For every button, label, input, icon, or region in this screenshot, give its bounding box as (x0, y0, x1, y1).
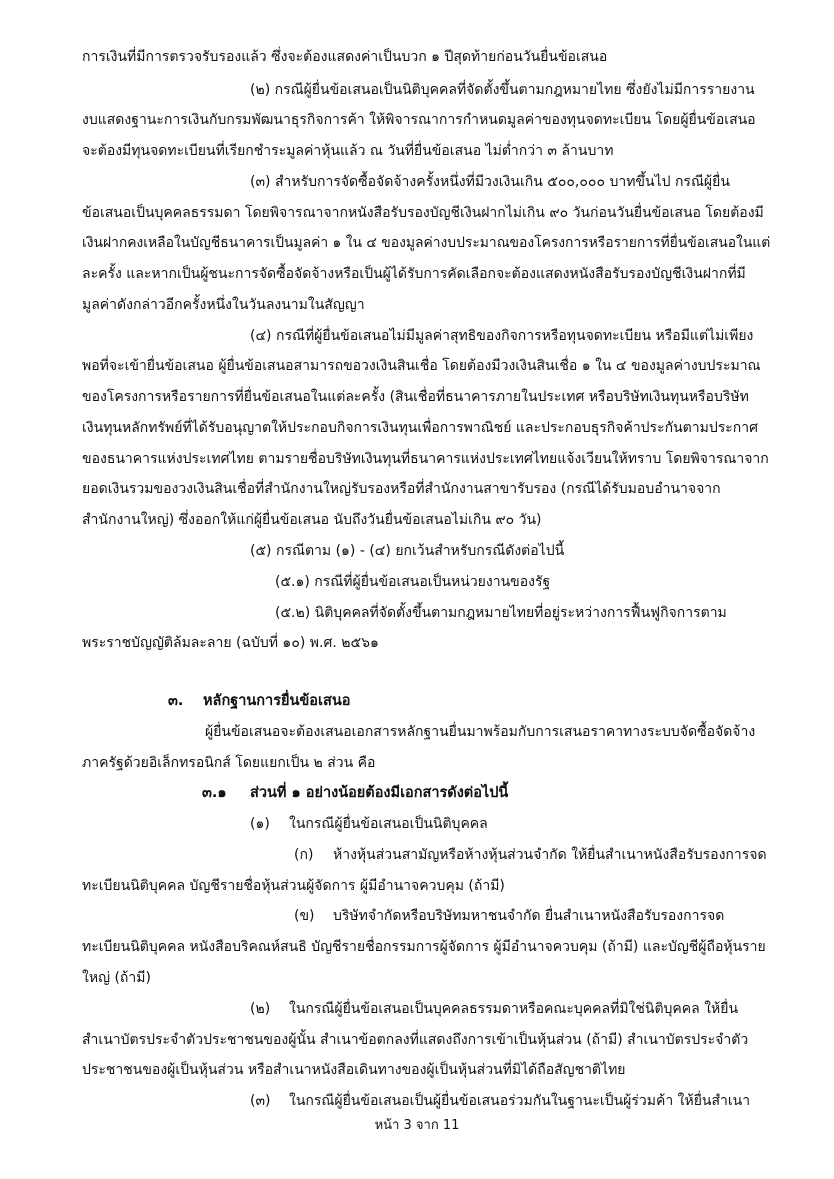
text-line: ภาครัฐด้วยอิเล็กทรอนิกส์ โดยแยกเป็น ๒ ส่วน คือ (82, 754, 376, 771)
item-number: (๒) (250, 1000, 271, 1017)
text-line: ในกรณีผู้ยื่นข้อเสนอเป็นนิติบุคคล (289, 816, 488, 833)
text-line: (๕) กรณีตาม (๑) - (๔) ยกเว้นสำหรับกรณีดังต่อไปนี้ (250, 543, 565, 559)
text-line: ของธนาคารแห่งประเทศไทย ตามรายชื่อบริษัทเงินทุนที่ธนาคารแห่งประเทศไทยแจ้งเวียนให้ทราบ โดยพิจารณาจาก (82, 450, 769, 467)
text-line: ในกรณีผู้ยื่นข้อเสนอเป็นผู้ยื่นข้อเสนอร่วมกันในฐานะเป็นผู้ร่วมค้า ให้ยื่นสำเนา (289, 1093, 751, 1109)
text-line: ทะเบียนนิติบุคคล หนังสือบริคณห์สนธิ บัญชีรายชื่อกรรมการผู้จัดการ ผู้มีอำนาจควบคุม (ถ้ามี) และบัญชีผู้ถือหุ้นราย (82, 939, 766, 956)
text-line: พระราชบัญญัติล้มละลาย (ฉบับที่ ๑๐) พ.ศ. ๒๕๖๑ (82, 635, 379, 652)
section-number: ๓. (168, 693, 184, 710)
text-line: (๕.๒) นิติบุคคลที่จัดตั้งขึ้นตามกฎหมายไทยที่อยู่ระหว่างการฟื้นฟูกิจการตาม (275, 604, 727, 621)
item-number: (๓) (250, 1093, 271, 1109)
text-line: งบแสดงฐานะการเงินกับกรมพัฒนาธุรกิจการค้า ให้พิจารณาการกำหนดมูลค่าของทุนจดทะเบียน โดยผู้ยื่นข้อเสนอ (82, 112, 756, 129)
text-line: ทะเบียนนิติบุคคล บัญชีรายชื่อหุ้นส่วนผู้จัดการ ผู้มีอำนาจควบคุม (ถ้ามี) (82, 877, 505, 894)
text-line: ห้างหุ้นส่วนสามัญหรือห้างหุ้นส่วนจำกัด ให้ยื่นสำเนาหนังสือรับรองการจด (333, 846, 767, 863)
item-number: (ข) (294, 908, 315, 925)
section-heading: หลักฐานการยื่นข้อเสนอ (203, 693, 351, 710)
text-line: ใหญ่ (ถ้ามี) (82, 970, 151, 986)
text-line: ในกรณีผู้ยื่นข้อเสนอเป็นบุคคลธรรมดาหรือคณะบุคคลที่มิใช่นิติบุคคล ให้ยื่น (289, 1000, 739, 1017)
text-line: มูลค่าดังกล่าวอีกครั้งหนึ่งในวันลงนามในสัญญา (82, 296, 365, 313)
text-line: ละครั้ง และหากเป็นผู้ชนะการจัดซื้อจัดจ้างหรือเป็นผู้ได้รับการคัดเลือกจะต้องแสดงหนังสือรับรองบัญชีเงินฝากที่มี (82, 266, 746, 283)
text-line: พอที่จะเข้ายื่นข้อเสนอ ผู้ยื่นข้อเสนอสามารถขอวงเงินสินเชื่อ โดยต้องมีวงเงินสินเชื่อ ๑ ใน ๔ ของมูลค่างบประมาณ (82, 358, 761, 375)
text-line: ยอดเงินรวมของวงเงินสินเชื่อที่สำนักงานใหญ่รับรองหรือที่สำนักงานสาขารับรอง (กรณีได้รับมอบอำนาจจาก (82, 481, 721, 498)
subsection-heading: ส่วนที่ ๑ อย่างน้อยต้องมีเอกสารดังต่อไปนี้ (250, 785, 509, 802)
text-line: เงินทุนหลักทรัพย์ที่ได้รับอนุญาตให้ประกอบกิจการเงินทุนเพื่อการพาณิชย์ และประกอบธุรกิจค้าประกันตามประกาศ (82, 419, 758, 436)
text-line: ข้อเสนอเป็นบุคคลธรรมดา โดยพิจารณาจากหนังสือรับรองบัญชีเงินฝากไม่เกิน ๙๐ วันก่อนวันยื่นข้อเสนอ โดยต้องมี (82, 204, 764, 221)
text-line: (๕.๑) กรณีที่ผู้ยื่นข้อเสนอเป็นหน่วยงานของรัฐ (275, 573, 551, 590)
text-line: จะต้องมีทุนจดทะเบียนที่เรียกชำระมูลค่าหุ้นแล้ว ณ วันที่ยื่นข้อเสนอ ไม่ต่ำกว่า ๓ ล้านบาท (82, 143, 614, 160)
text-line: (๔) กรณีที่ผู้ยื่นข้อเสนอไม่มีมูลค่าสุทธิของกิจการหรือทุนจดทะเบียน หรือมีแต่ไม่เพียง (250, 327, 754, 344)
text-line: (๓) สำหรับการจัดซื้อจัดจ้างครั้งหนึ่งที่มีวงเงินเกิน ๕๐๐,๐๐๐ บาทขึ้นไป กรณีผู้ยื่น (250, 173, 730, 190)
text-line: ประชาชนของผู้เป็นหุ้นส่วน หรือสำเนาหนังสือเดินทางของผู้เป็นหุ้นส่วนที่มิได้ถือสัญชาติไทย (82, 1062, 626, 1079)
item-number: (ก) (294, 846, 314, 863)
text-line: บริษัทจำกัดหรือบริษัทมหาชนจำกัด ยื่นสำเนาหนังสือรับรองการจด (333, 908, 725, 925)
item-number: (๑) (250, 816, 270, 833)
text-line: (๒) กรณีผู้ยื่นข้อเสนอเป็นนิติบุคคลที่จัดตั้งขึ้นตามกฎหมายไทย ซึ่งยังไม่มีการรายงาน (250, 81, 755, 98)
subsection-number: ๓.๑ (202, 785, 227, 802)
text-line: สำนักงานใหญ่) ซึ่งออกให้แก่ผู้ยื่นข้อเสนอ นับถึงวันยื่นข้อเสนอไม่เกิน ๙๐ วัน) (82, 512, 542, 529)
text-line: ผู้ยื่นข้อเสนอจะต้องเสนอเอกสารหลักฐานยื่นมาพร้อมกับการเสนอราคาทางระบบจัดซื้อจัดจ้าง (205, 723, 756, 740)
text-line: สำเนาบัตรประจำตัวประชาชนของผู้นั้น สำเนาข้อตกลงที่แสดงถึงการเข้าเป็นหุ้นส่วน (ถ้ามี) สำเนาบัตรประจำตัว (82, 1031, 749, 1048)
page-footer: หน้า 3 จาก 11 (374, 1118, 460, 1133)
text-line: ของโครงการหรือรายการที่ยื่นข้อเสนอในแต่ละครั้ง (สินเชื่อที่ธนาคารภายในประเทศ หรือบริษัทเงินทุนหรือบริษัท (82, 389, 749, 406)
text-line: เงินฝากคงเหลือในบัญชีธนาคารเป็นมูลค่า ๑ ใน ๔ ของมูลค่างบประมาณของโครงการหรือรายการที่ยื่นข้อเสนอในแต่ (82, 235, 771, 252)
text-line: การเงินที่มีการตรวจรับรองแล้ว ซึ่งจะต้องแสดงค่าเป็นบวก ๑ ปีสุดท้ายก่อนวันยื่นข้อเสนอ (82, 49, 608, 65)
